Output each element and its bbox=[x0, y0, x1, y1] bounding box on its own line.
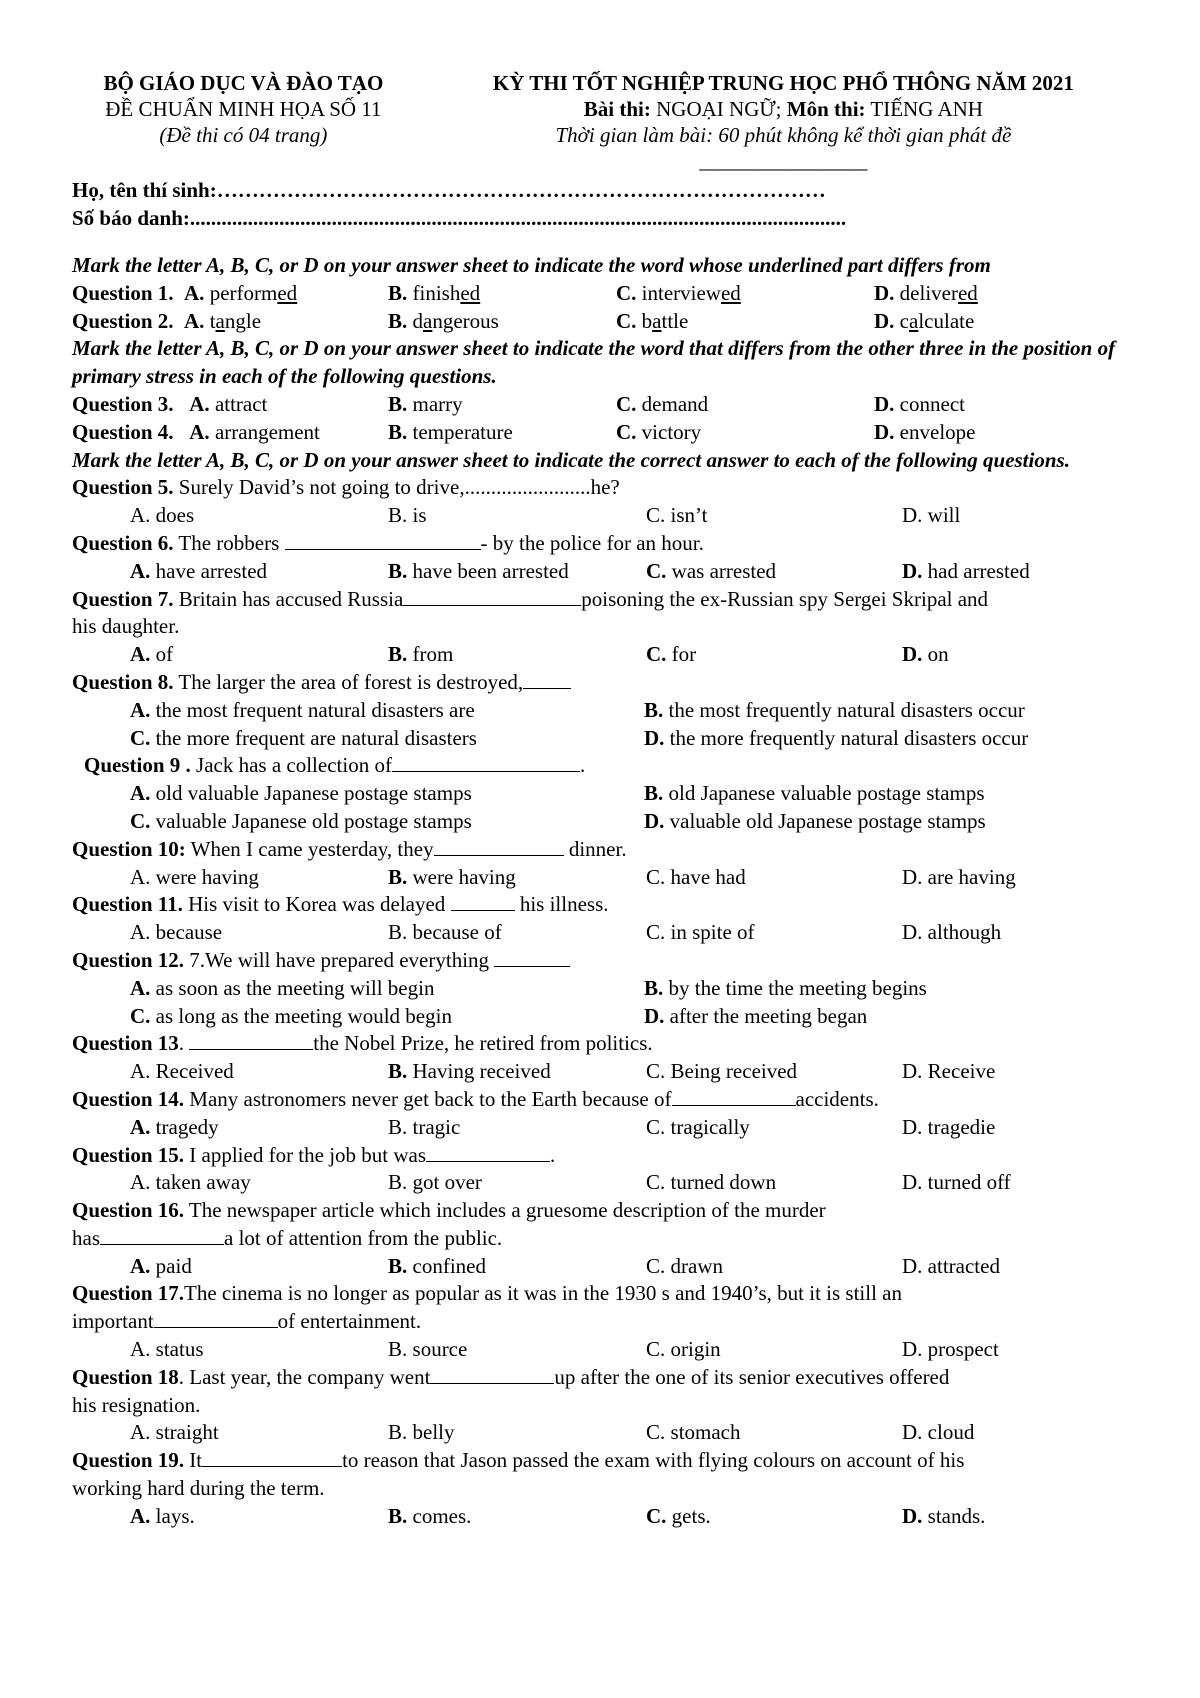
instruction-stress: Mark the letter A, B, C, or D on your answer sheet to indicate the word that differs from the other three in the position of primary stress in each of the following questions. bbox=[72, 336, 1116, 389]
subject-line: Bài thi: NGOẠI NGỮ; Môn thi: TIẾNG ANH bbox=[583, 97, 983, 121]
question-9: Question 9 . Jack has a collection of . A. old valuable Japanese postage stamps B. old Japanese valuable postage stamps C. valuable Japanese old postage stamps D. valuable old Japanese postage stamps bbox=[84, 753, 986, 833]
header-rule: ________________ bbox=[699, 149, 868, 173]
question-3: Question 3. A. attract B. marry C. demand D. connect bbox=[72, 391, 965, 416]
question-13: Question 13. the Nobel Prize, he retired from politics. A. Received B. Having received C. Being received D. Receive bbox=[72, 1031, 996, 1084]
candidate-info bbox=[72, 176, 1142, 232]
question-15: Question 15. I applied for the job but was . A. taken away B. got over C. turned down D. turned off bbox=[72, 1142, 1011, 1195]
question-4: Question 4. A. arrangement B. temperature C. victory D. envelope bbox=[72, 419, 976, 444]
instruction-grammar: Mark the letter A, B, C, or D on your answer sheet to indicate the correct answer to each of the following questions. bbox=[72, 447, 1070, 472]
question-16: Question 16. The newspaper article which includes a gruesome description of the murder has a lot of attention from the public. A. paid B. confined C. drawn D. attracted bbox=[72, 1198, 1000, 1278]
questions-section bbox=[72, 252, 1142, 1531]
question-14: Question 14. Many astronomers never get back to the Earth because of accidents. A. tragedy B. tragic C. tragically D. tragedie bbox=[72, 1086, 996, 1139]
question-1: Question 1. A. performed B. finished C. interviewed D. delivered bbox=[72, 280, 978, 305]
exam-page bbox=[72, 70, 1142, 1531]
question-7: Question 7. Britain has accused Russia poisoning the ex-Russian spy Sergei Skripal and his daughter. A. of B. from C. for D. on bbox=[72, 586, 989, 667]
candidate-id-line: Số báo danh:............................................................................................................................. bbox=[72, 206, 847, 230]
question-10: Question 10: When I came yesterday, they dinner. A. were having B. were having C. have had D. are having bbox=[72, 836, 1016, 889]
exam-code: ĐỀ CHUẨN MINH HỌA SỐ 11 bbox=[105, 97, 382, 121]
question-17: Question 17.The cinema is no longer as popular as it was in the 1930 s and 1940’s, but it is still an important of entertainment. A. status B. source C. origin D. prospect bbox=[72, 1281, 999, 1362]
question-19: Question 19. It to reason that Jason passed the exam with flying colours on account of his working hard during the term. A. lays. B. comes. C. gets. D. stands. bbox=[72, 1448, 986, 1528]
time-note: Thời gian làm bài: 60 phút không kể thời gian phát đề bbox=[555, 123, 1012, 147]
exam-header bbox=[72, 70, 1142, 173]
instruction-pronunciation: Mark the letter A, B, C, or D on your answer sheet to indicate the word whose underlined part differs from bbox=[72, 253, 991, 277]
exam-title-block bbox=[415, 70, 1142, 173]
page-count-note: (Đề thi có 04 trang) bbox=[159, 123, 328, 147]
question-8: Question 8. The larger the area of forest is destroyed, A. the most frequent natural disasters are B. the most frequently natural disasters occur C. the more frequent are natural disasters D. the more frequently natural disasters occur bbox=[72, 669, 1029, 750]
ministry-block bbox=[72, 70, 415, 170]
question-6: Question 6. The robbers - by the police for an hour. A. have arrested B. have been arrested C. was arrested D. had arrested bbox=[72, 530, 1030, 583]
question-5: Question 5. Surely David’s not going to drive,........................he? A. does B. is C. isn’t D. will bbox=[72, 475, 961, 528]
question-2: Question 2. A. tangle B. dangerous C. battle D. calculate bbox=[72, 308, 975, 333]
ministry-name: BỘ GIÁO DỤC VÀ ĐÀO TẠO bbox=[103, 71, 384, 95]
question-18: Question 18. Last year, the company went up after the one of its senior executives offered his resignation. A. straight B. belly C. stomach D. cloud bbox=[72, 1364, 975, 1445]
question-11: Question 11. His visit to Korea was delayed his illness. A. because B. because of C. in spite of D. although bbox=[72, 892, 1002, 945]
question-12: Question 12. 7.We will have prepared everything A. as soon as the meeting will begin B. by the time the meeting begins C. as long as the meeting would begin D. after the meeting began bbox=[72, 947, 927, 1028]
exam-title: KỲ THI TỐT NGHIỆP TRUNG HỌC PHỔ THÔNG NĂM 2021 bbox=[492, 71, 1074, 95]
candidate-name-line: Họ, tên thí sinh:…………………………………………………………………………… bbox=[72, 178, 826, 202]
